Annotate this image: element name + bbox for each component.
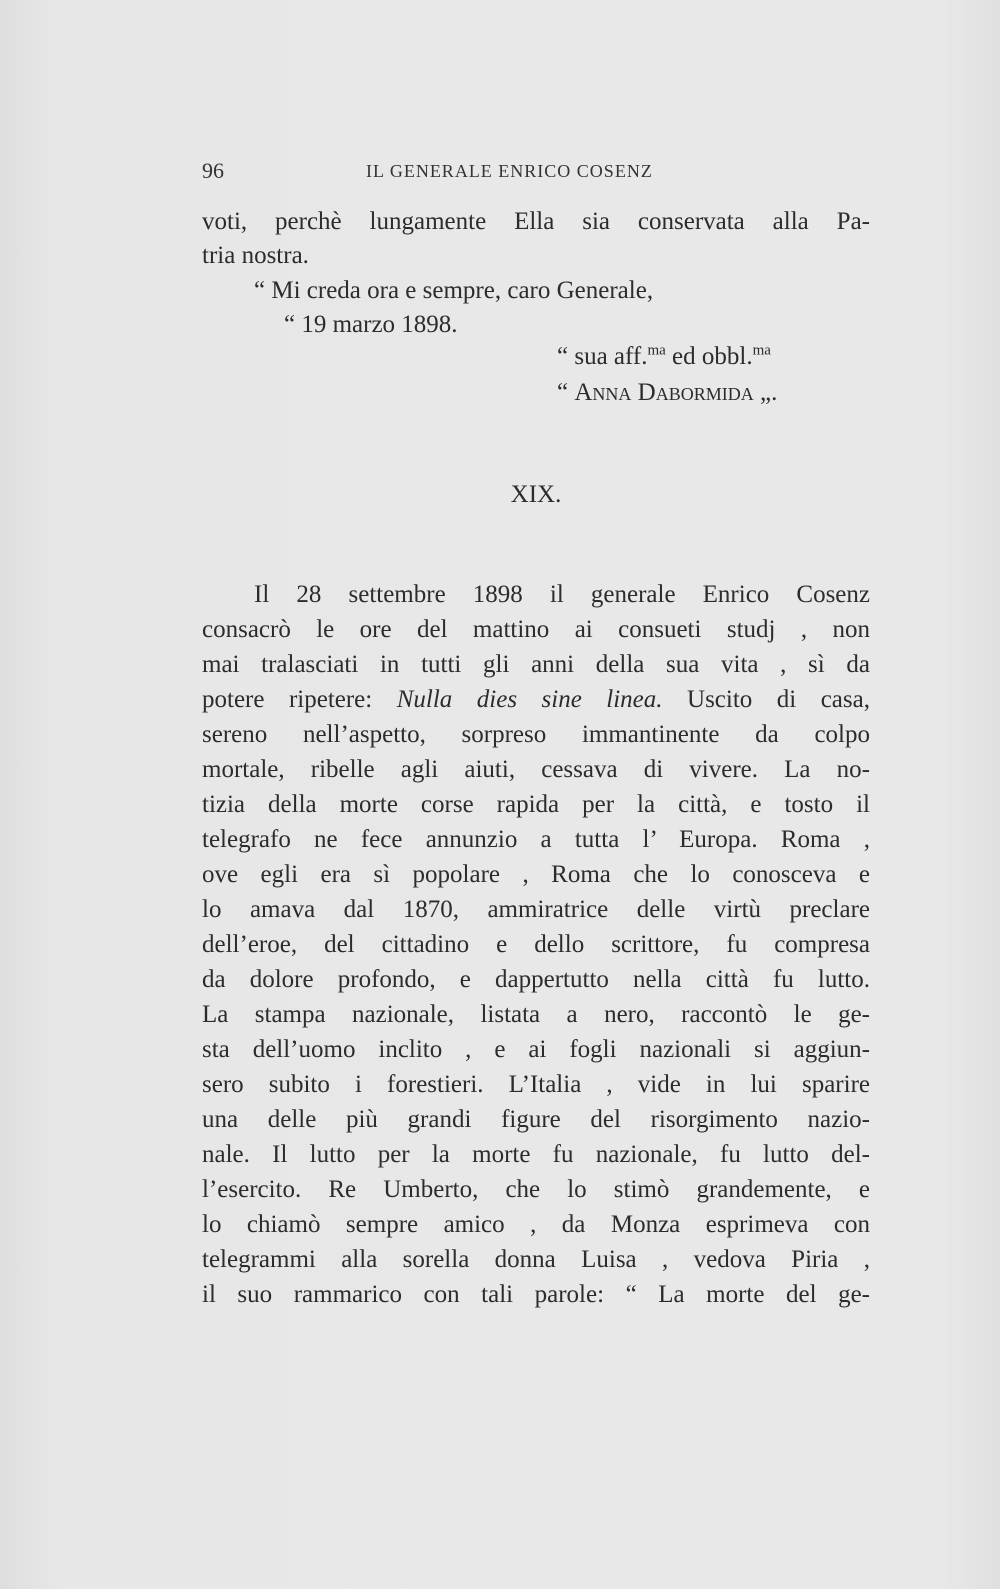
page-header xyxy=(202,158,870,188)
letter-date: “ 19 marzo 1898. xyxy=(284,311,458,338)
salutation-prefix: “ sua aff. xyxy=(557,343,648,370)
signature-quote: “ xyxy=(557,379,575,406)
paragraph-line-20: telegrammi alla sorella donna Luisa , vedova Piria , xyxy=(202,1246,870,1273)
section-heading: XIX. xyxy=(510,481,562,508)
paragraph-line-5: sereno nell’aspetto, sorpreso immantinente da colpo xyxy=(202,721,870,748)
paragraph-line-4 xyxy=(202,685,870,715)
paragraph-line-19: lo chiamò sempre amico , da Monza esprimeva con xyxy=(202,1211,870,1238)
salutation-superscript-1: ma xyxy=(647,342,666,359)
salutation-middle: ed obbl. xyxy=(665,343,753,370)
paragraph-line-11: dell’eroe, del cittadino e dello scrittore, fu compresa xyxy=(202,931,870,958)
paragraph-line-8: telegrafo ne fece annunzio a tutta l’ Europa. Roma , xyxy=(202,826,870,853)
paragraph-line-13: La stampa nazionale, listata a nero, raccontò le ge- xyxy=(202,1001,870,1028)
signature-name: Anna Dabormida xyxy=(574,379,754,406)
paragraph-line-2: consacrò le ore del mattino ai consueti studj , non xyxy=(202,616,870,643)
paragraph-line-15: sero subito i forestieri. L’Italia , vide in lui sparire xyxy=(202,1071,870,1098)
paragraph-line-18: l’esercito. Re Umberto, che lo stimò grandemente, e xyxy=(202,1176,870,1203)
paragraph-line-10: lo amava dal 1870, ammiratrice delle virtù preclare xyxy=(202,896,870,923)
paragraph-line-17: nale. Il lutto per la morte fu nazionale, fu lutto del- xyxy=(202,1141,870,1168)
paragraph-line-3: mai tralasciati in tutti gli anni della sua vita , sì da xyxy=(202,651,870,678)
latin-motto: Nulla dies sine linea. xyxy=(396,686,663,713)
letter-line-1: voti, perchè lungamente Ella sia conservata alla Pa- xyxy=(202,208,870,235)
paragraph-line-6: mortale, ribelle agli aiuti, cessava di vivere. La no- xyxy=(202,756,870,783)
paragraph-line-16: una delle più grandi figure del risorgimento nazio- xyxy=(202,1106,870,1133)
paragraph-line-4-start: potere ripetere: xyxy=(202,686,397,713)
salutation-superscript-2: ma xyxy=(752,342,771,359)
running-head: IL GENERALE ENRICO COSENZ xyxy=(366,161,653,181)
paragraph-line-1: Il 28 settembre 1898 il generale Enrico Cosenz xyxy=(254,581,870,608)
signature-end: „. xyxy=(753,379,778,406)
page-number: 96 xyxy=(202,158,224,183)
letter-line-2: tria nostra. xyxy=(202,242,309,269)
letter-signature xyxy=(557,378,777,408)
paragraph-line-9: ove egli era sì popolare , Roma che lo conosceva e xyxy=(202,861,870,888)
paragraph-line-21: il suo rammarico con tali parole: “ La morte del ge- xyxy=(202,1281,870,1308)
paragraph-line-12: da dolore profondo, e dappertutto nella città fu lutto. xyxy=(202,966,870,993)
paragraph-line-4-end: Uscito di casa, xyxy=(662,686,870,713)
letter-closing: “ Mi creda ora e sempre, caro Generale, xyxy=(254,277,654,304)
paragraph-line-7: tizia della morte corse rapida per la città, e tosto il xyxy=(202,791,870,818)
letter-salutation xyxy=(557,342,771,372)
paragraph-line-14: sta dell’uomo inclito , e ai fogli nazionali si aggiun- xyxy=(202,1036,870,1063)
